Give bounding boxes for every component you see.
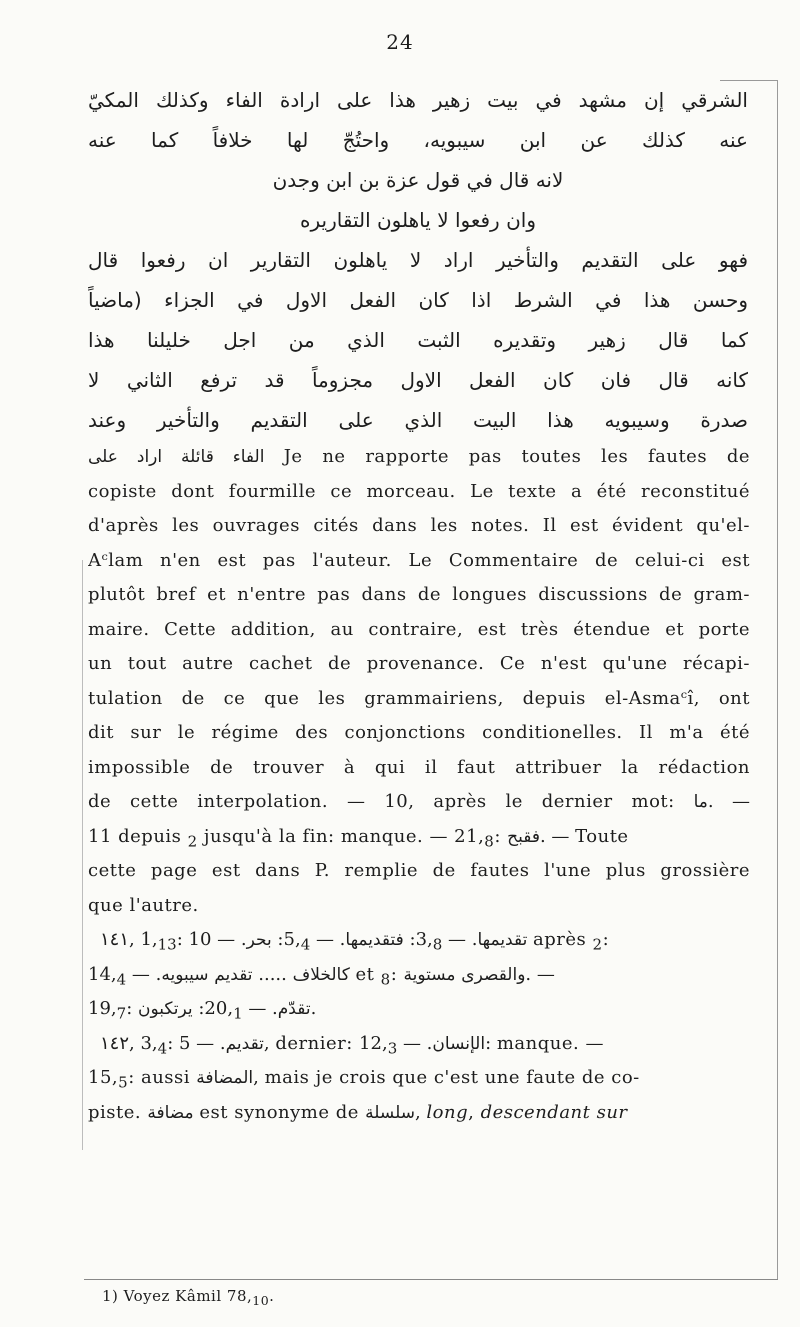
left-margin-rule xyxy=(82,560,83,1150)
note-141: ١٤١, $1,_{13}$: تقديمها. — $3,_8$: فتقديمها. — $5,_4$: بحر. — 10 après $_2$: xyxy=(100,929,610,954)
paragraph-line: copiste dont fourmille ce morceau. Le texte a été reconstitué xyxy=(88,480,750,502)
mixed-line xyxy=(88,440,750,475)
arabic-line: الشرقي إن مشهد في بيت زهير هذا على ارادة الفاء وكذلك المكيّ xyxy=(88,88,748,112)
note-line: 11 depuis $_2$ jusqu'à la fin: manque. — $21,_8$: فقبح. — Toute xyxy=(88,825,629,851)
note-142: ١٤٢, $3,_4$: تقديم. — 5, dernier: الإنسان. — $12,_3$ : manque. — xyxy=(100,1032,604,1058)
arabic-text-block xyxy=(88,80,748,440)
arabic-line: كانه قال فان كان الفعل الاول مجزوماً قد ترفع الثاني لا xyxy=(88,368,748,392)
paragraph-line: un tout autre cachet de provenance. Ce n'est qu'une récapi- xyxy=(88,653,750,674)
note-142-cont: piste. مضافة est synonyme de سلسلة, long, descendant sur xyxy=(88,1101,628,1123)
arabic-fragment: ما xyxy=(693,792,708,812)
footnote: 1) Voyez Kâmil $78,_{10}$. xyxy=(102,1287,275,1308)
arabic-verse-line: وان رفعوا لا ياهلون التقاريره xyxy=(300,208,536,232)
note-line: cette page est dans P. remplie de fautes l'une plus grossière xyxy=(88,860,750,881)
arabic-line: وحسن هذا في الشرط اذا كان الفعل الاول في الجزاء (ماضياً xyxy=(88,288,748,312)
french-fragment: Je ne rapporte pas toutes les fautes de xyxy=(283,446,750,467)
note-141-cont: كالخلاف ..... تقديم سيبويه. — $14,_4$ et $_8$: والقصرى مستوية . — xyxy=(88,963,555,989)
right-margin-rule xyxy=(777,80,778,1280)
arabic-line: عنه كذلك عن ابن سيبويه، واحتُجّ لها خلافاً كما عنه xyxy=(88,128,748,152)
arabic-fragment: فقبح xyxy=(507,826,540,847)
note-line: que l'autre. xyxy=(88,894,199,916)
note-141-cont: $19,_7$: تقدّم. — $20,_1$: يرتكبون . xyxy=(88,998,317,1023)
arabic-line: صدرة وسيبويه هذا البيت الذي علی التقديم والتأخير وعند xyxy=(88,408,748,432)
page-number: 24 xyxy=(386,30,414,54)
arabic-line: فهو على التقديم والتأخير اراد لا ياهلون التقارير ان رفعوا قال xyxy=(88,248,748,272)
arabic-line: كما قال زهير وتقديره الثبت الذي من اجل خليلنا هذا xyxy=(88,328,748,352)
paragraph-line: dit sur le régime des conjonctions conditionelles. Il m'a été xyxy=(88,722,750,743)
note-142-cont: $15,_5$: aussi المضافة, mais je crois que c'est une faute de co- xyxy=(88,1067,640,1092)
note-line: de cette interpolation. — 10, après le dernier mot: ما. — xyxy=(88,791,750,812)
paragraph-line: impossible de trouver à qui il faut attribuer la rédaction xyxy=(88,756,750,778)
paragraph-line: plutôt bref et n'entre pas dans de longues discussions de gram- xyxy=(88,584,750,605)
bottom-rule xyxy=(84,1279,778,1280)
arabic-fragment: الفاء قائلة اراد على xyxy=(88,447,265,467)
paragraph-line: d'après les ouvrages cités dans les notes. Il est évident qu'el- xyxy=(88,515,750,536)
paragraph-line: tulation de ce que les grammairiens, depuis el-Asmaᶜî, ont xyxy=(88,687,750,709)
arabic-line: لانه قال في قول عزة بن ابن وجدن xyxy=(272,168,564,192)
paragraph-line: maire. Cette addition, au contraire, est très étendue et porte xyxy=(88,618,750,640)
paragraph-line: Aᶜlam n'en est pas l'auteur. Le Commentaire de celui-ci est xyxy=(88,549,750,571)
french-commentary xyxy=(88,440,750,1130)
